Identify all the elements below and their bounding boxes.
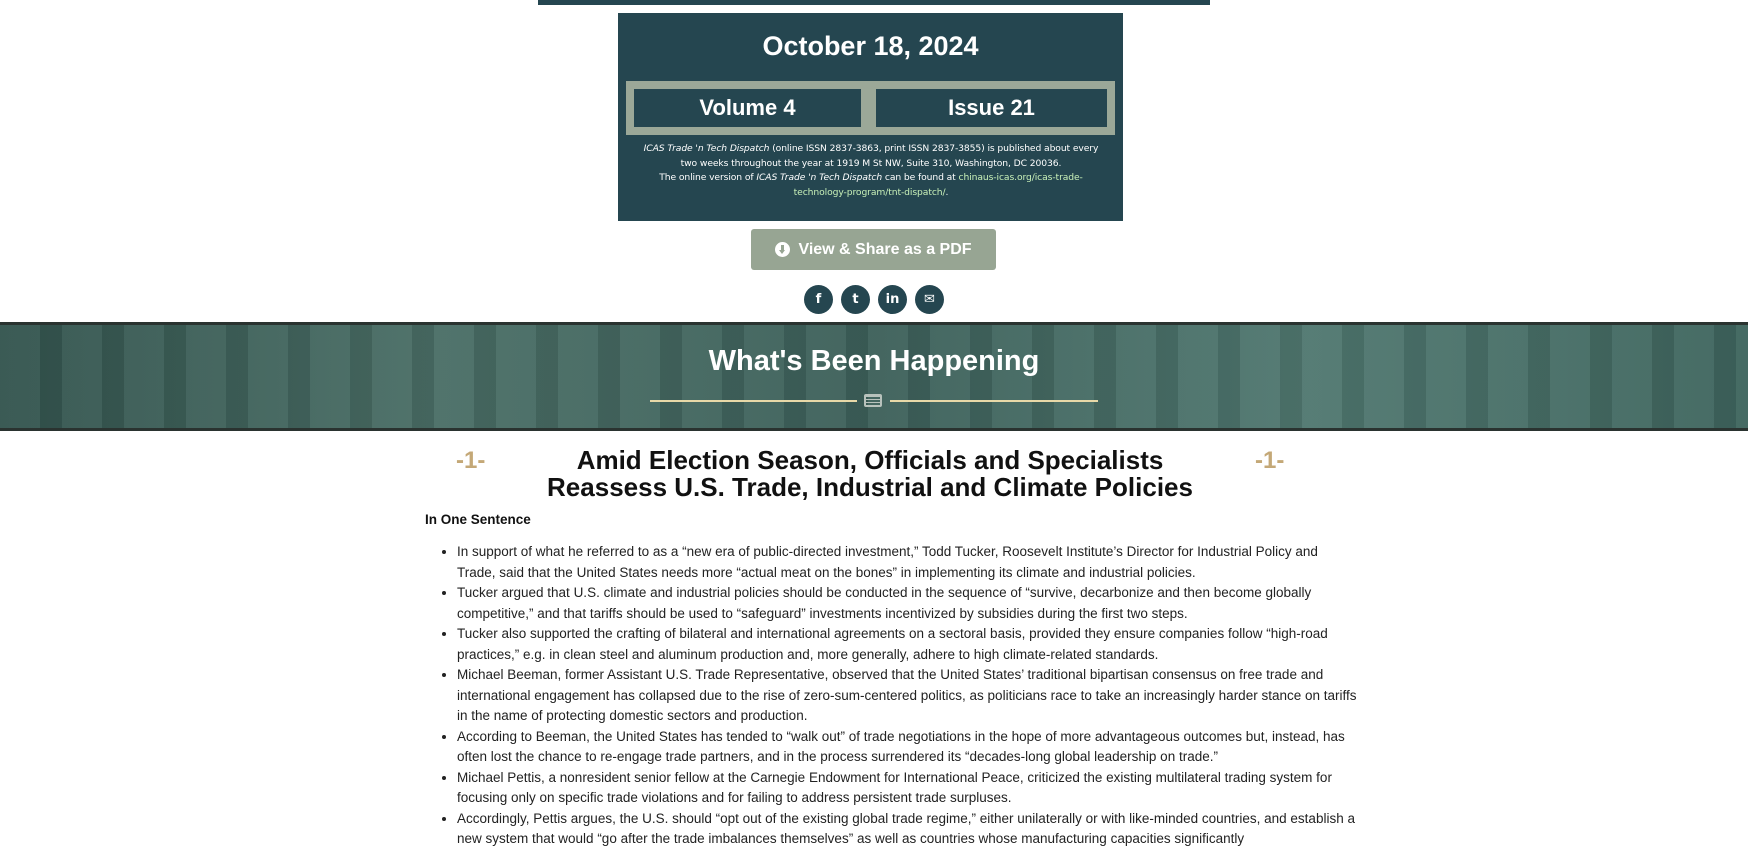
email-icon[interactable]: ✉ (915, 285, 944, 314)
linkedin-icon[interactable]: in (878, 285, 907, 314)
divider-right (890, 400, 1098, 402)
view-share-pdf-button[interactable] (751, 229, 996, 270)
twitter-icon[interactable]: t (841, 285, 870, 314)
article-number-left: -1- (456, 447, 486, 474)
list-item: • In support of what he referred to as a “new era of public-directed investment,” Todd Tucker, Roosevelt Institute’s Director for Industrial Policy and Trade, said that the United States needs more “actual meat on the bones” in implementing its climate and industrial policies. (457, 542, 1357, 583)
list-item: • Accordingly, Pettis argues, the U.S. should “opt out of the existing global trade regime,” either unilaterally or with like-minded countries, and establish a new system that would “go after the trade imbalances themselves” as well as countries whose manufacturing capacities significantly (457, 809, 1357, 850)
article-title (510, 447, 1230, 501)
issue-label: Issue 21 (876, 89, 1107, 127)
section-banner (0, 322, 1748, 431)
section-label: In One Sentence (425, 512, 531, 527)
section-title: What's Been Happening (708, 345, 1040, 377)
volume-label: Volume 4 (634, 89, 861, 127)
summary-list (425, 542, 1357, 850)
found-at-text: can be found at (882, 172, 959, 183)
period-text: . (945, 186, 949, 198)
issue-date: October 18, 2024 (762, 31, 979, 61)
list-item: • Tucker argued that U.S. climate and industrial policies should be conducted in the sequence of “survive, decarbonize and then become globally competitive,” and that tariffs should be used to “safeguard” investments incentivized by subsidies during the first two steps. (457, 583, 1357, 624)
facebook-icon[interactable]: f (804, 285, 833, 314)
list-item: • Michael Beeman, former Assistant U.S. Trade Representative, observed that the United States’ traditional bipartisan consensus on free trade and international engagement has collapsed due to the rise of zero-sum-centered politics, as politicians race to take an increasingly harder stance on tariffs in the name of protecting domestic sectors and production. (457, 665, 1357, 727)
divider-left (650, 400, 857, 402)
publication-info-text: (online ISSN 2837-3863, print ISSN 2837-3855) is published about every two weeks throughout the year at 1919 M St NW, Suite 310, Washington, DC 20036. (680, 143, 1099, 169)
article-title-line1: Amid Election Season, Officials and Specialists (576, 445, 1164, 475)
volume-issue-frame (626, 81, 1115, 135)
article-title-line2: Reassess U.S. Trade, Industrial and Climate Policies (547, 472, 1193, 502)
online-version-text: The online version of (659, 172, 757, 183)
newspaper-icon (864, 394, 882, 407)
top-border-bar (538, 0, 1210, 5)
issue-info-box (618, 13, 1123, 221)
download-circle-icon (775, 242, 790, 257)
list-item: • Michael Pettis, a nonresident senior fellow at the Carnegie Endowment for International Peace, criticized the existing multilateral trading system for focusing only on specific trade violations and for failing to address persistent trade surpluses. (457, 768, 1357, 809)
article-number-right: -1- (1255, 447, 1285, 474)
list-item: • Tucker also supported the crafting of bilateral and international agreements on a sectoral basis, provided they ensure companies follow “high-road practices,” e.g. in clean steel and aluminum production and, more generally, adhere to high climate-related standards. (457, 624, 1357, 665)
social-share-bar (804, 285, 944, 314)
publication-name-2: ICAS Trade 'n Tech Dispatch (756, 172, 883, 183)
publication-info (636, 142, 1106, 200)
pdf-button-label: View & Share as a PDF (798, 240, 972, 258)
publication-name: ICAS Trade 'n Tech Dispatch (643, 143, 770, 154)
dispatch-link[interactable]: chinaus-icas.org/icas-trade-technology-program/tnt-dispatch/ (793, 172, 1083, 198)
list-item: • According to Beeman, the United States has tended to “walk out” of trade negotiations in the hope of more advantageous outcomes but, instead, has often lost the chance to re-engage trade partners, and in the process surrendered its “decades-long global leadership on trade.” (457, 727, 1357, 768)
